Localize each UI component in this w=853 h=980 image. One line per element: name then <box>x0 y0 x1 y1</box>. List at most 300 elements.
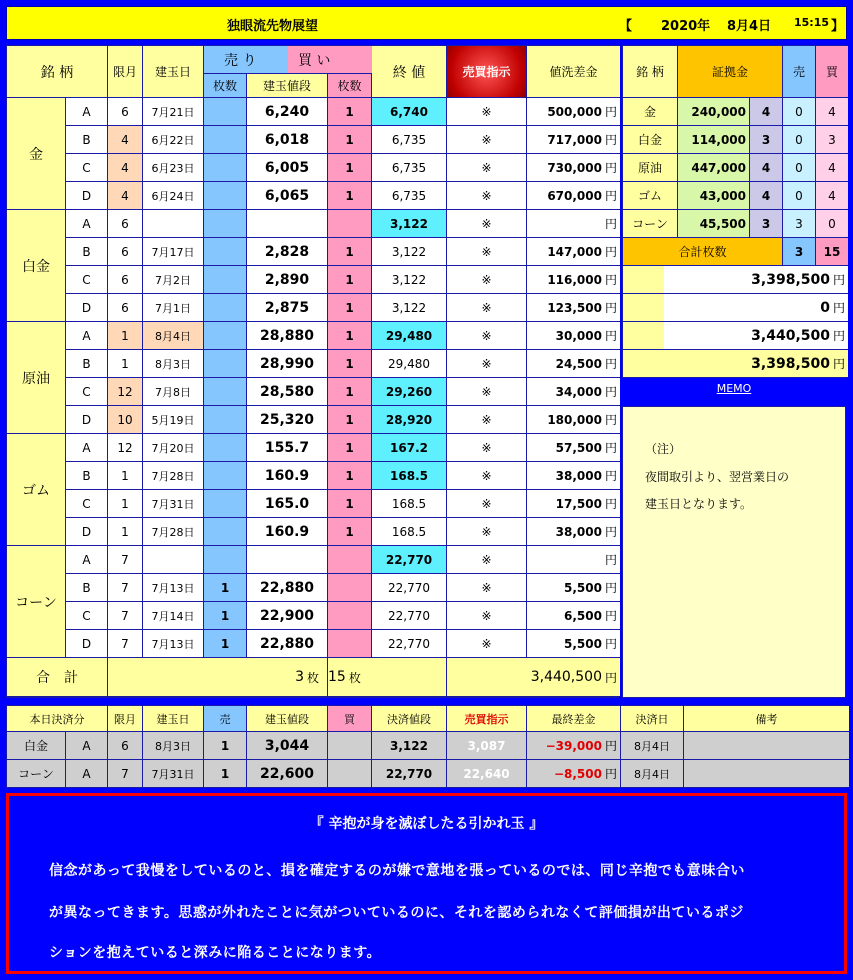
signal-mark: ※ <box>447 630 526 657</box>
yen-unit: 円 <box>832 357 845 371</box>
settle-price: 3,122 <box>372 732 446 759</box>
close-price: 22,770 <box>372 602 446 629</box>
contract-month: 1 <box>108 518 142 545</box>
total-amount-value: 3,440,500 <box>530 669 602 685</box>
buy-qty: 1 <box>328 350 371 377</box>
summary-total-buy: 15 <box>816 238 848 265</box>
close-price: 6,735 <box>372 126 446 153</box>
contract-month: 7 <box>108 574 142 601</box>
contract-month: 12 <box>108 434 142 461</box>
close-price: 168.5 <box>372 462 446 489</box>
yen-unit: 円 <box>604 739 617 753</box>
summary-count: 4 <box>750 98 782 125</box>
settle-header-month: 限月 <box>108 706 142 731</box>
contract-month: 6 <box>108 98 142 125</box>
mark-to-market <box>527 406 620 433</box>
close-price: 6,735 <box>372 182 446 209</box>
sell-qty <box>204 154 246 181</box>
open-date: 7月31日 <box>143 490 203 517</box>
commodity-name: 原油 <box>7 322 65 433</box>
mark-to-market <box>527 322 620 349</box>
mark-to-market <box>527 294 620 321</box>
open-date: 5月19日 <box>143 406 203 433</box>
signal-mark: ※ <box>447 238 526 265</box>
open-date: 7月17日 <box>143 238 203 265</box>
settle-signal: 22,640 <box>447 760 526 787</box>
mtm-value: 38,000 <box>555 524 602 539</box>
yen-unit: 円 <box>832 301 845 315</box>
signal-mark: ※ <box>447 210 526 237</box>
mark-to-market <box>527 518 620 545</box>
bracket-open: 【 <box>619 19 633 34</box>
contract-label: D <box>66 294 107 321</box>
signal-mark: ※ <box>447 490 526 517</box>
signal-mark: ※ <box>447 182 526 209</box>
close-price: 29,260 <box>372 378 446 405</box>
summary-commodity: ゴム <box>623 182 677 209</box>
unit-label: 枚 <box>306 670 319 685</box>
yen-unit: 円 <box>604 245 617 259</box>
open-date: 7月2日 <box>143 266 203 293</box>
margin-value: 3,398,500 <box>751 271 830 288</box>
sell-qty: 1 <box>204 574 246 601</box>
margin-summary-table <box>622 45 847 378</box>
close-price: 22,770 <box>372 574 446 601</box>
close-price: 6,740 <box>372 98 446 125</box>
summary-sell: 0 <box>783 182 815 209</box>
mtm-value: 30,000 <box>555 328 602 343</box>
signal-mark: ※ <box>447 294 526 321</box>
contract-month: 6 <box>108 266 142 293</box>
contract-month: 1 <box>108 462 142 489</box>
open-date: 7月13日 <box>143 574 203 601</box>
buy-qty: 1 <box>328 266 371 293</box>
contract-label: B <box>66 462 107 489</box>
open-price: 165.0 <box>247 490 327 517</box>
open-price: 6,018 <box>247 126 327 153</box>
contract-label: C <box>66 602 107 629</box>
date-day: 8月4日 <box>727 19 772 34</box>
message-line: が異なってきます。思惑が外れたことに気がついているのに、それを認められなくて評価損が出ているポジ <box>49 905 744 921</box>
settle-header-buy: 買 <box>328 706 371 731</box>
memo-note-label: （注） <box>645 442 682 456</box>
mtm-value: 123,500 <box>547 300 602 315</box>
mark-to-market <box>527 126 620 153</box>
commodity-name: 白金 <box>7 210 65 321</box>
contract-label: B <box>66 238 107 265</box>
margin-item-value <box>664 266 848 293</box>
contract-label: A <box>66 434 107 461</box>
open-price: 22,880 <box>247 630 327 657</box>
settle-header-price: 建玉値段 <box>247 706 327 731</box>
yen-unit: 円 <box>604 105 617 119</box>
contract-label: D <box>66 630 107 657</box>
sell-qty <box>204 462 246 489</box>
signal-mark: ※ <box>447 378 526 405</box>
settle-date: 8月4日 <box>621 732 683 759</box>
summary-buy: 4 <box>816 182 848 209</box>
sell-qty: 1 <box>204 602 246 629</box>
contract-label: A <box>66 98 107 125</box>
yen-unit: 円 <box>604 441 617 455</box>
unit-label: 枚 <box>348 670 361 685</box>
settle-contract: A <box>66 732 107 759</box>
close-price: 167.2 <box>372 434 446 461</box>
settle-header-sell: 売 <box>204 706 246 731</box>
memo-line: 建玉日となります。 <box>645 497 753 511</box>
close-price: 3,122 <box>372 266 446 293</box>
contract-month: 6 <box>108 294 142 321</box>
open-price: 28,880 <box>247 322 327 349</box>
settle-note <box>684 732 849 759</box>
summary-header-margin: 証拠金 <box>678 46 782 97</box>
contract-label: D <box>66 182 107 209</box>
mtm-value: 147,000 <box>547 244 602 259</box>
mtm-value: 670,000 <box>547 188 602 203</box>
memo-line: 夜間取引より、翌営業日の <box>645 470 790 484</box>
signal-mark: ※ <box>447 266 526 293</box>
settle-header-settle-price: 決済値段 <box>372 706 446 731</box>
signal-mark: ※ <box>447 98 526 125</box>
yen-unit: 円 <box>604 525 617 539</box>
summary-commodity: コーン <box>623 210 677 237</box>
open-date <box>143 546 203 573</box>
yen-unit: 円 <box>604 301 617 315</box>
close-price: 3,122 <box>372 238 446 265</box>
open-date: 7月1日 <box>143 294 203 321</box>
summary-commodity: 白金 <box>623 126 677 153</box>
settle-price: 22,770 <box>372 760 446 787</box>
yen-unit: 円 <box>832 273 845 287</box>
mtm-value: 5,500 <box>564 636 602 651</box>
margin-item-value <box>664 322 848 349</box>
contract-label: B <box>66 350 107 377</box>
open-date: 7月28日 <box>143 462 203 489</box>
open-price: 160.9 <box>247 518 327 545</box>
settle-header-settle-date: 決済日 <box>621 706 683 731</box>
open-date: 7月20日 <box>143 434 203 461</box>
close-price: 168.5 <box>372 490 446 517</box>
header-sell-qty: 枚数 <box>204 74 246 97</box>
signal-mark: ※ <box>447 322 526 349</box>
buy-qty: 1 <box>328 238 371 265</box>
mark-to-market <box>527 602 620 629</box>
close-price: 28,920 <box>372 406 446 433</box>
mtm-value: 38,000 <box>555 468 602 483</box>
sell-qty <box>204 546 246 573</box>
sell-qty <box>204 406 246 433</box>
signal-mark: ※ <box>447 546 526 573</box>
yen-unit: 円 <box>604 581 617 595</box>
buy-qty: 1 <box>328 154 371 181</box>
mark-to-market <box>527 98 620 125</box>
sell-qty <box>204 378 246 405</box>
yen-unit: 円 <box>604 133 617 147</box>
summary-margin: 43,000 <box>678 182 749 209</box>
contract-month: 1 <box>108 350 142 377</box>
open-price: 22,880 <box>247 574 327 601</box>
sell-qty <box>204 98 246 125</box>
settle-final <box>527 760 620 787</box>
margin-value: 0 <box>820 299 830 316</box>
buy-qty <box>328 602 371 629</box>
summary-header-buy: 買 <box>816 46 848 97</box>
contract-month: 4 <box>108 154 142 181</box>
mark-to-market <box>527 574 620 601</box>
positions-table <box>6 45 619 698</box>
summary-sell: 0 <box>783 154 815 181</box>
memo-panel <box>622 406 846 698</box>
mark-to-market <box>527 490 620 517</box>
summary-commodity: 原油 <box>623 154 677 181</box>
summary-count: 3 <box>750 210 782 237</box>
summary-margin: 447,000 <box>678 154 749 181</box>
mtm-value: 6,500 <box>564 608 602 623</box>
header-name: 銘 柄 <box>7 46 107 97</box>
contract-month: 10 <box>108 406 142 433</box>
contract-label: B <box>66 574 107 601</box>
total-label: 合 計 <box>7 658 107 696</box>
mark-to-market <box>527 434 620 461</box>
final-diff-value: −8,500 <box>553 766 602 781</box>
total-buy <box>328 658 446 696</box>
open-price: 160.9 <box>247 462 327 489</box>
header-diff: 値洗差金 <box>527 46 620 97</box>
mtm-value: 730,000 <box>547 160 602 175</box>
open-date: 6月24日 <box>143 182 203 209</box>
contract-month: 1 <box>108 490 142 517</box>
settle-final <box>527 732 620 759</box>
signal-mark: ※ <box>447 462 526 489</box>
bracket-close: 】 <box>831 19 845 34</box>
contract-month: 1 <box>108 322 142 349</box>
settle-header-final: 最終差金 <box>527 706 620 731</box>
open-price: 6,240 <box>247 98 327 125</box>
buy-qty: 1 <box>328 434 371 461</box>
buy-qty: 1 <box>328 378 371 405</box>
contract-label: C <box>66 154 107 181</box>
buy-qty: 1 <box>328 182 371 209</box>
memo-link[interactable]: MEMO <box>716 382 752 395</box>
settle-header-note: 備考 <box>684 706 849 731</box>
sell-qty <box>204 126 246 153</box>
yen-unit: 円 <box>604 357 617 371</box>
open-date: 7月28日 <box>143 518 203 545</box>
contract-label: D <box>66 518 107 545</box>
buy-qty: 1 <box>328 322 371 349</box>
final-diff-value: −39,000 <box>545 738 602 753</box>
open-date: 7月13日 <box>143 630 203 657</box>
signal-mark: ※ <box>447 434 526 461</box>
open-price: 2,890 <box>247 266 327 293</box>
contract-label: A <box>66 210 107 237</box>
close-price: 22,770 <box>372 630 446 657</box>
settle-commodity: コーン <box>7 760 65 787</box>
open-price: 2,828 <box>247 238 327 265</box>
message-line: ションを抱えていると深みに陥ることになります。 <box>49 945 382 961</box>
summary-count: 3 <box>750 126 782 153</box>
settle-commodity: 白金 <box>7 732 65 759</box>
header-month: 限月 <box>108 46 142 97</box>
sell-qty <box>204 266 246 293</box>
message-line: 信念があって我慢をしているのと、損を確定するのが嫌で意地を張っているのでは、同じ辛抱でも意味合い <box>49 863 745 879</box>
app-title: 独眼流先物展望 <box>227 19 319 34</box>
contract-month: 12 <box>108 378 142 405</box>
open-date: 7月21日 <box>143 98 203 125</box>
open-date: 6月22日 <box>143 126 203 153</box>
settle-open-date: 8月3日 <box>143 732 203 759</box>
sell-qty <box>204 294 246 321</box>
buy-qty <box>328 546 371 573</box>
total-sell <box>108 658 327 696</box>
total-amount <box>447 658 620 696</box>
yen-unit: 円 <box>604 670 617 685</box>
buy-qty: 1 <box>328 126 371 153</box>
summary-margin: 45,500 <box>678 210 749 237</box>
open-price: 22,900 <box>247 602 327 629</box>
mark-to-market <box>527 630 620 657</box>
margin-value: 3,398,500 <box>751 355 830 372</box>
mtm-value: 24,500 <box>555 356 602 371</box>
open-price: 2,875 <box>247 294 327 321</box>
close-price: 3,122 <box>372 294 446 321</box>
commodity-name: ゴム <box>7 434 65 545</box>
sell-qty: 1 <box>204 630 246 657</box>
settle-buy <box>328 732 371 759</box>
header-date: 建玉日 <box>143 46 203 97</box>
mtm-value: 717,000 <box>547 132 602 147</box>
mark-to-market <box>527 266 620 293</box>
mark-to-market <box>527 182 620 209</box>
mark-to-market <box>527 238 620 265</box>
open-date: 8月3日 <box>143 350 203 377</box>
close-price: 168.5 <box>372 518 446 545</box>
open-price <box>247 546 327 573</box>
buy-qty: 1 <box>328 490 371 517</box>
header-sell: 売 り <box>204 46 327 73</box>
buy-qty: 1 <box>328 294 371 321</box>
message-box <box>6 793 847 974</box>
yen-unit: 円 <box>832 329 845 343</box>
summary-buy: 0 <box>816 210 848 237</box>
yen-unit: 円 <box>604 189 617 203</box>
settle-signal: 3,087 <box>447 732 526 759</box>
contract-month: 7 <box>108 602 142 629</box>
settlement-table <box>6 705 847 788</box>
contract-label: C <box>66 490 107 517</box>
sell-qty <box>204 350 246 377</box>
contract-month: 6 <box>108 210 142 237</box>
contract-month: 7 <box>108 546 142 573</box>
mtm-value: 500,000 <box>547 104 602 119</box>
contract-label: A <box>66 546 107 573</box>
summary-header-name: 銘 柄 <box>623 46 677 97</box>
settle-open-price: 22,600 <box>247 760 327 787</box>
summary-margin: 114,000 <box>678 126 749 153</box>
summary-buy: 4 <box>816 98 848 125</box>
mark-to-market <box>527 378 620 405</box>
mark-to-market <box>527 210 620 237</box>
sell-qty <box>204 210 246 237</box>
mtm-value: 57,500 <box>555 440 602 455</box>
signal-mark: ※ <box>447 406 526 433</box>
header-close: 終 値 <box>372 46 446 97</box>
settle-open-price: 3,044 <box>247 732 327 759</box>
sell-qty <box>204 238 246 265</box>
contract-label: D <box>66 406 107 433</box>
date-year: 2020年 <box>661 19 711 34</box>
summary-total-label: 合計枚数 <box>623 238 782 265</box>
mark-to-market <box>527 154 620 181</box>
mark-to-market <box>527 546 620 573</box>
signal-mark: ※ <box>447 602 526 629</box>
time: 15:15 <box>794 16 830 29</box>
yen-unit: 円 <box>604 497 617 511</box>
open-price: 25,320 <box>247 406 327 433</box>
header-price: 建玉値段 <box>247 74 327 97</box>
yen-unit: 円 <box>604 329 617 343</box>
open-date: 6月23日 <box>143 154 203 181</box>
settle-buy <box>328 760 371 787</box>
close-price: 29,480 <box>372 322 446 349</box>
yen-unit: 円 <box>604 273 617 287</box>
signal-mark: ※ <box>447 574 526 601</box>
buy-qty <box>328 630 371 657</box>
settle-month: 7 <box>108 760 142 787</box>
signal-mark: ※ <box>447 126 526 153</box>
commodity-name: コーン <box>7 546 65 657</box>
signal-mark: ※ <box>447 154 526 181</box>
margin-item-value <box>664 294 848 321</box>
settle-sell: 1 <box>204 732 246 759</box>
sell-qty <box>204 322 246 349</box>
header-signal: 売買指示 <box>447 46 526 97</box>
close-price: 29,480 <box>372 350 446 377</box>
message-title: 『 辛抱が身を滅ぼしたる引かれ玉 』 <box>309 816 544 832</box>
yen-unit: 円 <box>604 553 617 567</box>
contract-month: 7 <box>108 630 142 657</box>
buy-qty: 1 <box>328 462 371 489</box>
settle-note <box>684 760 849 787</box>
summary-buy: 4 <box>816 154 848 181</box>
buy-qty: 1 <box>328 406 371 433</box>
summary-count: 4 <box>750 154 782 181</box>
summary-count: 4 <box>750 182 782 209</box>
open-date: 8月4日 <box>143 322 203 349</box>
yen-unit: 円 <box>604 161 617 175</box>
mark-to-market <box>527 350 620 377</box>
close-price: 3,122 <box>372 210 446 237</box>
mtm-value: 5,500 <box>564 580 602 595</box>
sell-qty <box>204 490 246 517</box>
total-sell-value: 3 <box>295 669 304 685</box>
summary-total-sell: 3 <box>783 238 815 265</box>
yen-unit: 円 <box>604 767 617 781</box>
yen-unit: 円 <box>604 637 617 651</box>
open-price: 6,065 <box>247 182 327 209</box>
margin-value: 3,440,500 <box>751 327 830 344</box>
summary-buy: 3 <box>816 126 848 153</box>
margin-item-value <box>664 350 848 377</box>
yen-unit: 円 <box>604 217 617 231</box>
contract-label: B <box>66 126 107 153</box>
header-buy: 買 い <box>288 46 446 73</box>
mtm-value: 17,500 <box>555 496 602 511</box>
header-bar <box>6 6 847 40</box>
close-price: 6,735 <box>372 154 446 181</box>
contract-month: 6 <box>108 238 142 265</box>
open-date: 7月14日 <box>143 602 203 629</box>
